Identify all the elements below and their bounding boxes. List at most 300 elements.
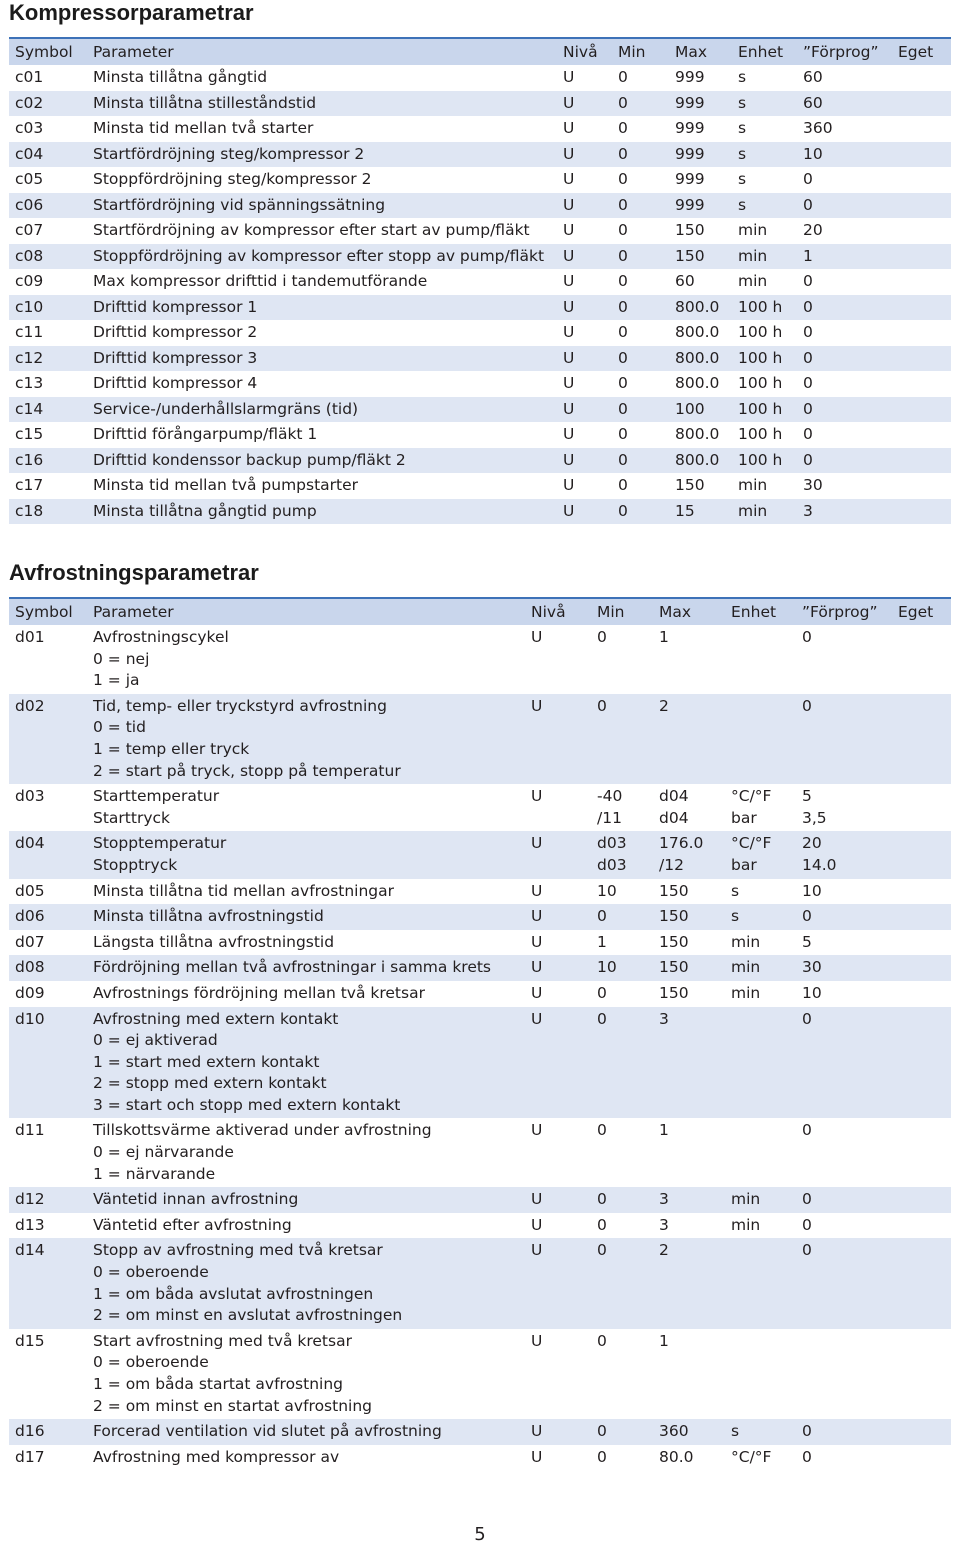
cell-symbol: d07 [15,932,45,951]
cell-forprog: 20 [803,221,823,239]
cell-eget [892,218,951,244]
cell-max [653,784,725,831]
cell-forprog [796,694,892,784]
section-title-avfrostning: Avfrostningsparametrar [9,560,259,585]
cell-niva: U [531,628,543,646]
cell-line: 0 [597,983,607,1002]
cell-symbol: d01 [15,628,45,646]
cell-min [591,930,653,956]
cell-line: 0 [597,1190,607,1209]
cell-enhet [725,1238,796,1328]
table-row [9,193,951,219]
cell-parameter: Drifttid kompressor 2 [93,323,258,341]
cell-forprog [796,955,892,981]
cell-line: Stopptemperatur [93,834,227,853]
cell-symbol: d06 [15,907,45,926]
cell-parameter [87,694,525,784]
cell-eget [892,981,951,1007]
cell-line: 1 = om båda startat avfrostning [93,1375,344,1393]
column-header-parameter: Parameter [93,603,174,621]
column-header-forprog: ”Förprog” [802,603,878,621]
cell-parameter: Stoppfördröjning av kompressor efter stopp av pump/fläkt [93,246,545,265]
cell-parameter [87,625,525,694]
cell-line: 2 = om minst en startat avfrostning [93,1396,372,1415]
section-title-kompressor: Kompressorparametrar [9,0,254,25]
cell-max [653,1213,725,1239]
cell-eget [892,295,951,321]
cell-parameter [87,981,525,1007]
cell-forprog [796,831,892,878]
cell-line: 3 = start och stopp med extern kontakt [93,1095,401,1114]
cell-max: 800.0 [675,450,720,469]
cell-niva: U [531,1190,543,1209]
cell-min [591,904,653,930]
cell-line: min [731,983,761,1002]
cell-min [591,1213,653,1239]
cell-enhet: 100 h [738,297,783,316]
column-header-enhet: Enhet [738,43,784,61]
cell-symbol: d11 [15,1121,45,1140]
cell-symbol: c03 [15,119,44,137]
cell-min: 0 [618,297,628,316]
cell-parameter [87,1213,525,1239]
cell-line: 0 [802,1447,812,1466]
cell-eget [892,1007,951,1119]
cell-symbol: c10 [15,297,44,316]
cell-niva: U [531,983,543,1002]
cell-max: 150 [675,246,705,265]
cell-forprog: 10 [803,144,823,163]
cell-symbol: d14 [15,1241,45,1260]
cell-line: bar [731,855,757,874]
cell-max: 60 [675,272,695,290]
cell-forprog [796,1118,892,1187]
cell-line: min [731,1190,761,1209]
cell-niva: U [563,144,575,163]
cell-line [731,1009,796,1031]
cell-eget [892,879,951,905]
cell-enhet [725,955,796,981]
cell-symbol: c07 [15,221,44,239]
cell-parameter [87,1118,525,1187]
cell-enhet: min [738,246,768,265]
cell-forprog: 0 [803,374,813,392]
cell-line: Fördröjning mellan två avfrostningar i samma krets [93,958,492,977]
cell-line: 0 [597,1121,607,1140]
column-header-symbol: Symbol [15,43,73,61]
cell-line: s [731,881,740,900]
cell-niva: U [531,907,543,926]
cell-line: °C/°F [731,1447,772,1466]
cell-min: 0 [618,221,628,239]
cell-eget [892,1213,951,1239]
cell-line: 10 [802,881,822,900]
cell-line: d04 [659,808,689,827]
cell-enhet: s [738,195,747,214]
cell-line: Tid, temp- eller tryckstyrd avfrostning [93,696,387,715]
cell-symbol: c02 [15,93,44,112]
cell-line: d03 [597,834,627,853]
cell-line: 2 = start på tryck, stopp på temperatur [93,761,401,780]
table-row [9,371,951,397]
cell-enhet [725,904,796,930]
cell-line: 10 [597,881,617,900]
cell-forprog: 360 [803,119,833,137]
cell-niva: U [563,170,575,188]
cell-parameter: Drifttid kompressor 3 [93,348,258,367]
cell-parameter [87,1187,525,1213]
cell-niva: U [563,68,575,86]
cell-max: 999 [675,170,705,188]
cell-parameter: Startfördröjning steg/kompressor 2 [93,144,365,163]
cell-forprog [796,1187,892,1213]
cell-line: 1 [659,1121,669,1140]
table-row [9,397,951,423]
cell-eget [892,269,951,295]
cell-max [653,930,725,956]
cell-min [591,1445,653,1471]
cell-forprog [796,879,892,905]
cell-line: Avfrostningscykel [93,628,229,646]
cell-min: 0 [618,399,628,418]
cell-forprog: 1 [803,246,813,265]
cell-max: 999 [675,119,705,137]
cell-symbol: d15 [15,1331,45,1350]
cell-line: 0 = ej aktiverad [93,1031,218,1050]
table-row [9,1445,951,1471]
cell-forprog: 60 [803,93,823,112]
cell-min [591,1238,653,1328]
cell-forprog: 0 [803,425,813,443]
cell-symbol: d03 [15,787,45,806]
cell-parameter [87,1445,525,1471]
cell-enhet [725,625,796,694]
cell-enhet: 100 h [738,374,783,392]
column-header-niva: Nivå [531,603,566,621]
cell-line: 0 [802,1009,812,1028]
cell-symbol: c01 [15,68,44,86]
cell-parameter [87,784,525,831]
cell-eget [892,320,951,346]
cell-enhet [725,1118,796,1187]
cell-max [653,955,725,981]
cell-max [653,831,725,878]
cell-enhet [725,694,796,784]
cell-symbol: c06 [15,195,44,214]
cell-parameter [87,930,525,956]
cell-min: 0 [618,195,628,214]
table-row [9,1419,951,1445]
cell-niva: U [563,425,575,443]
cell-min [591,879,653,905]
cell-forprog: 0 [803,170,813,188]
table-row [9,499,951,525]
cell-max: 800.0 [675,323,720,341]
cell-line: 0 = nej [93,649,150,668]
table-row [9,167,951,193]
cell-line: 3 [659,1009,669,1028]
cell-line: 150 [659,958,689,977]
column-header-max: Max [659,603,692,621]
cell-max [653,1329,725,1419]
table-row [9,955,951,981]
cell-max: 999 [675,93,705,112]
cell-line: s [731,907,740,926]
cell-max: 800.0 [675,297,720,316]
table-row [9,320,951,346]
cell-min: 0 [618,119,628,137]
cell-enhet: min [738,501,768,520]
table-row [9,448,951,474]
cell-line: 80.0 [659,1447,694,1466]
cell-parameter: Minsta tid mellan två starter [93,119,314,137]
table-row [9,625,951,694]
cell-line: 0 [802,1121,812,1140]
cell-eget [892,955,951,981]
cell-eget [892,1445,951,1471]
cell-line: 150 [659,881,689,900]
cell-min: 0 [618,68,628,86]
cell-niva: U [563,297,575,316]
cell-line: min [731,932,761,951]
cell-line: 0 = ej närvarande [93,1143,234,1162]
cell-line: min [731,1215,761,1234]
cell-line: 2 = stopp med extern kontakt [93,1074,327,1093]
cell-parameter: Drifttid kondenssor backup pump/fläkt 2 [93,450,406,469]
cell-niva: U [531,787,543,806]
cell-min: 0 [618,425,628,443]
cell-max: 800.0 [675,374,720,392]
cell-line: d03 [597,855,627,874]
cell-niva: U [531,881,543,900]
cell-max [653,879,725,905]
cell-line: 0 [597,1215,607,1234]
cell-enhet: s [738,93,747,112]
table-row [9,269,951,295]
cell-line: 1 = temp eller tryck [93,739,250,758]
table-row [9,1007,951,1119]
cell-forprog [796,1329,892,1419]
cell-line: 1 = start med extern kontakt [93,1052,320,1071]
cell-line: 10 [802,983,822,1002]
cell-parameter: Minsta tillåtna gångtid pump [93,501,317,520]
cell-line: Start avfrostning med två kretsar [93,1331,352,1350]
cell-enhet: s [738,119,747,137]
cell-line [802,1331,892,1353]
cell-line: 5 [802,787,812,806]
table-header-row [9,39,951,65]
table-row [9,422,951,448]
cell-niva: U [531,1215,543,1234]
cell-min [591,1007,653,1119]
cell-eget [892,91,951,117]
column-header-eget: Eget [898,603,934,621]
cell-line [731,696,796,718]
cell-min [591,1187,653,1213]
cell-min: 0 [618,272,628,290]
table-row [9,1213,951,1239]
cell-line: Starttryck [93,808,170,827]
cell-parameter [87,1329,525,1419]
cell-min: 0 [618,374,628,392]
cell-line [731,1240,796,1262]
cell-symbol: d17 [15,1447,45,1466]
cell-symbol: c18 [15,501,44,520]
cell-forprog: 0 [803,348,813,367]
cell-enhet [725,1187,796,1213]
cell-niva: U [531,932,543,951]
cell-line: Längsta tillåtna avfrostningstid [93,932,335,951]
cell-eget [892,142,951,168]
cell-symbol: c04 [15,144,44,163]
column-header-niva: Nivå [563,43,598,61]
table-row [9,831,951,878]
cell-parameter: Stoppfördröjning steg/kompressor 2 [93,170,372,188]
kompressor-table [9,39,951,524]
cell-line: 2 [659,1241,669,1260]
cell-symbol: c08 [15,246,44,265]
cell-max: 800.0 [675,425,720,443]
cell-symbol: c05 [15,170,44,188]
cell-line: 1 [659,628,669,646]
avfrostning-table [9,599,951,1470]
cell-symbol: d12 [15,1190,45,1209]
cell-eget [892,499,951,525]
cell-line: 0 [597,1331,607,1350]
cell-line: 1 [659,1331,669,1350]
cell-max: 999 [675,68,705,86]
table-row [9,218,951,244]
column-header-forprog: ”Förprog” [803,43,879,61]
cell-symbol: c14 [15,399,44,418]
cell-line: 0 [802,628,812,646]
cell-min: 0 [618,93,628,112]
cell-niva: U [563,221,575,239]
cell-min [591,1419,653,1445]
cell-line: 0 [802,907,812,926]
cell-parameter [87,1419,525,1445]
cell-forprog [796,1419,892,1445]
cell-line: s [731,1422,740,1441]
cell-line: 5 [802,932,812,951]
cell-forprog [796,1213,892,1239]
cell-niva: U [563,374,575,392]
cell-forprog [796,1445,892,1471]
cell-min [591,1118,653,1187]
cell-max [653,1187,725,1213]
cell-min: 0 [618,246,628,265]
cell-max [653,1445,725,1471]
cell-eget [892,346,951,372]
cell-eget [892,422,951,448]
cell-line: bar [731,808,757,827]
cell-symbol: c13 [15,374,44,392]
cell-max [653,694,725,784]
cell-niva: U [563,323,575,341]
cell-line: Minsta tillåtna tid mellan avfrostningar [93,881,395,900]
cell-line: Starttemperatur [93,787,220,806]
cell-symbol: c12 [15,348,44,367]
cell-symbol: d13 [15,1215,45,1234]
cell-max [653,625,725,694]
cell-eget [892,193,951,219]
cell-niva: U [563,246,575,265]
cell-line: /11 [597,808,622,827]
cell-line: 0 [802,1241,812,1260]
cell-eget [892,371,951,397]
table-row [9,930,951,956]
cell-line: 0 [802,1422,812,1441]
cell-line: 150 [659,983,689,1002]
cell-line: Väntetid efter avfrostning [93,1215,292,1234]
cell-niva: U [531,1241,543,1260]
cell-line: 2 [659,696,669,715]
cell-max [653,904,725,930]
cell-enhet: 100 h [738,425,783,443]
cell-line: 0 = tid [93,718,146,737]
column-header-symbol: Symbol [15,603,73,621]
cell-line: Minsta tillåtna avfrostningstid [93,907,324,926]
table-row [9,295,951,321]
cell-max: 800.0 [675,348,720,367]
cell-eget [892,65,951,91]
cell-enhet: min [738,272,768,290]
cell-line: 2 = om minst en avslutat avfrostningen [93,1306,403,1325]
column-header-max: Max [675,43,708,61]
cell-eget [892,167,951,193]
cell-symbol: d05 [15,881,45,900]
cell-enhet [725,879,796,905]
cell-line: 0 [597,696,607,715]
cell-line: 0 [802,1190,812,1209]
cell-line: 0 [597,628,607,646]
cell-forprog: 30 [803,476,823,494]
table-row [9,879,951,905]
cell-niva: U [531,1121,543,1140]
table-row [9,694,951,784]
table-row [9,1238,951,1328]
cell-line [731,627,796,649]
table-row [9,1329,951,1419]
cell-line: Stopptryck [93,855,178,874]
cell-enhet: s [738,170,747,188]
cell-forprog: 0 [803,450,813,469]
cell-eget [892,831,951,878]
table-row [9,91,951,117]
cell-enhet [725,981,796,1007]
cell-parameter: Minsta tid mellan två pumpstarter [93,476,359,494]
cell-parameter: Startfördröjning vid spänningssätning [93,195,386,214]
cell-eget [892,448,951,474]
cell-enhet: s [738,144,747,163]
cell-forprog: 0 [803,323,813,341]
cell-eget [892,694,951,784]
cell-min [591,981,653,1007]
cell-min [591,831,653,878]
cell-niva: U [531,1331,543,1350]
cell-niva: U [531,1009,543,1028]
cell-line: 1 [597,932,607,951]
cell-niva: U [531,1422,543,1441]
cell-line: 0 [597,1241,607,1260]
cell-line: °C/°F [731,834,772,853]
cell-line: 0 [597,1447,607,1466]
cell-niva: U [563,476,575,494]
cell-symbol: d08 [15,958,45,977]
table-row [9,981,951,1007]
cell-eget [892,397,951,423]
cell-line: Tillskottsvärme aktiverad under avfrostning [93,1121,432,1140]
